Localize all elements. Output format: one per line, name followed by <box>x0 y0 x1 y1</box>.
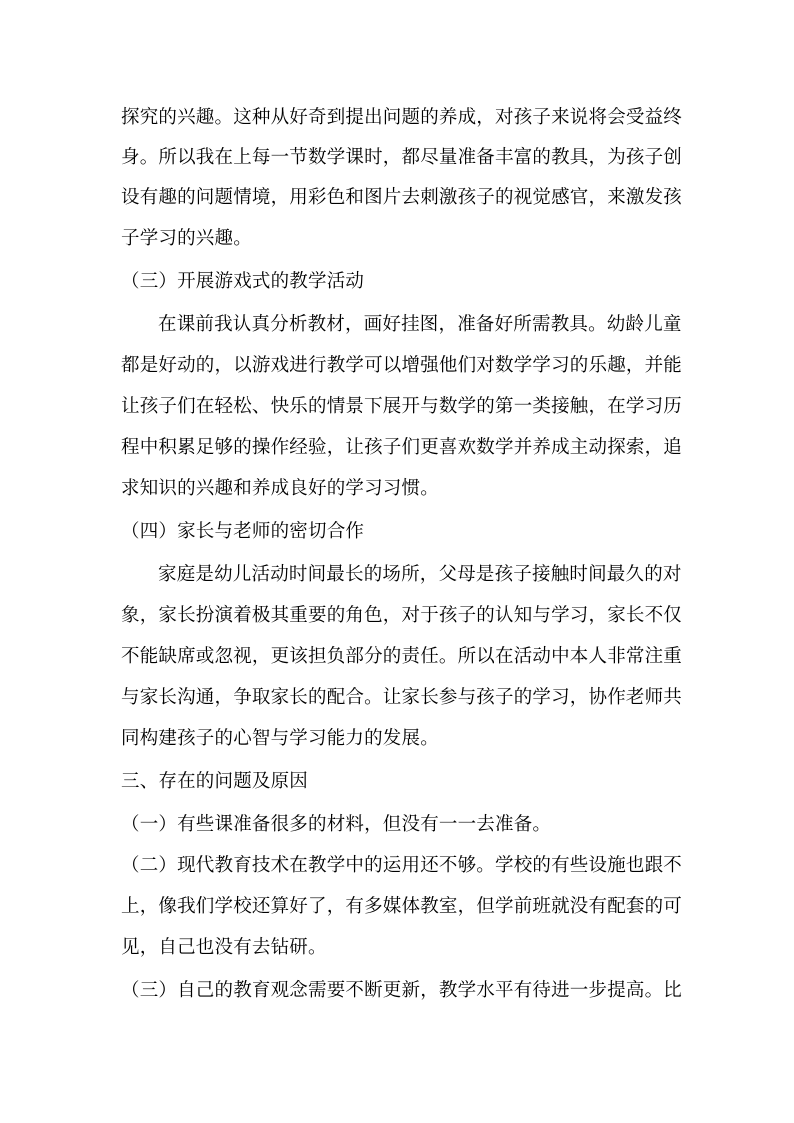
text-line: 象，家长扮演着极其重要的角色，对于孩子的认知与学习，家长不仅 <box>121 605 683 626</box>
text-line: 让孩子们在轻松、快乐的情景下展开与数学的第一类接触，在学习历 <box>121 396 683 417</box>
text-line: 同构建孩子的心智与学习能力的发展。 <box>121 728 439 749</box>
text-line: 都是好动的，以游戏进行教学可以增强他们对数学学习的乐趣，并能 <box>121 355 683 376</box>
text-line: 设有趣的问题情境，用彩色和图片去刺激孩子的视觉感官，来激发孩 <box>121 187 683 208</box>
text-line: （二）现代教育技术在教学中的运用还不够。学校的有些设施也跟不 <box>121 855 683 876</box>
text-line: 上，像我们学校还算好了，有多媒体教室，但学前班就没有配套的可 <box>121 896 683 917</box>
text-line: 子学习的兴趣。 <box>121 228 252 249</box>
text-line: 探究的兴趣。这种从好奇到提出问题的养成，对孩子来说将会受益终 <box>121 107 683 128</box>
text-line: 见，自己也没有去钻研。 <box>121 937 327 958</box>
text-line: 与家长沟通，争取家长的配合。让家长参与孩子的学习，协作老师共 <box>121 687 683 708</box>
text-line: 家庭是幼儿活动时间最长的场所，父母是孩子接触时间最久的对 <box>158 564 682 585</box>
text-line: 程中积累足够的操作经验，让孩子们更喜欢数学并养成主动探索，追 <box>121 437 683 458</box>
text-line: 在课前我认真分析教材，画好挂图，准备好所需教具。幼龄儿童 <box>158 314 682 335</box>
text-line: 身。所以我在上每一节数学课时，都尽量准备丰富的教具，为孩子创 <box>121 147 683 168</box>
section-heading: （四）家长与老师的密切合作 <box>121 521 365 542</box>
text-line: （三）自己的教育观念需要不断更新，教学水平有待进一步提高。比 <box>121 980 683 1001</box>
text-line: （一）有些课准备很多的材料，但没有一一去准备。 <box>121 814 552 835</box>
text-line: 求知识的兴趣和养成良好的学习习惯。 <box>121 478 439 499</box>
section-heading: 三、存在的问题及原因 <box>121 771 309 792</box>
section-heading: （三）开展游戏式的教学活动 <box>121 271 365 292</box>
text-line: 不能缺席或忽视，更该担负部分的责任。所以在活动中本人非常注重 <box>121 646 683 667</box>
